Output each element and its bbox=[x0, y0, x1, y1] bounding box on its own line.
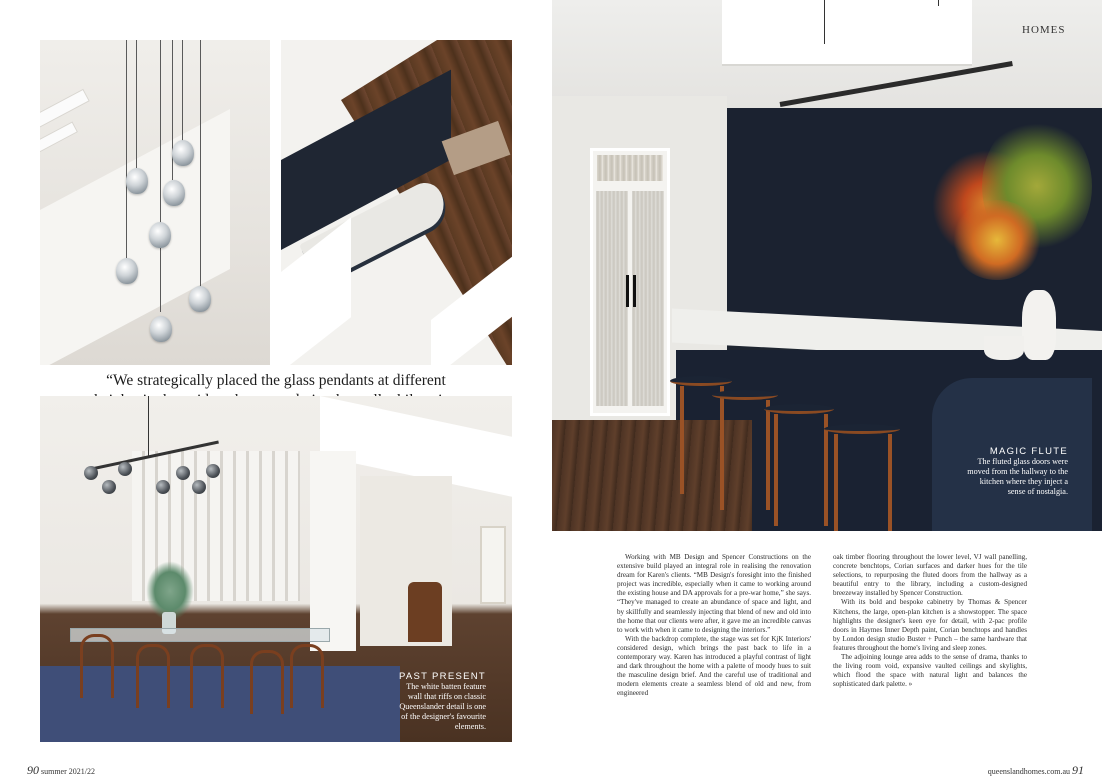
site-url: queenslandhomes.com.au bbox=[987, 767, 1070, 776]
article-column-right bbox=[833, 553, 1027, 689]
article-paragraph: oak timber flooring throughout the lower level, VJ wall panelling, concrete benchtops, Corian surfaces and darker hues for the tile selections, to repurposing the fluted doors from the hallway as a beautiful entry to the library, including a custom-designed breezeway installed by Spencer Construction. bbox=[833, 553, 1027, 598]
caption-magic-flute bbox=[964, 446, 1068, 497]
issue-label: summer 2021/22 bbox=[41, 767, 95, 776]
page-number: 91 bbox=[1072, 763, 1084, 777]
caption-title: PAST PRESENT bbox=[398, 671, 486, 682]
pendant-lights-photo bbox=[40, 40, 270, 365]
caption-body: The white batten feature wall that riffs on classic Queenslander detail is one of the designer's favourite elements. bbox=[399, 682, 486, 731]
page-number: 90 bbox=[27, 763, 39, 777]
caption-title: MAGIC FLUTE bbox=[989, 446, 1068, 457]
article-paragraph: The adjoining lounge area adds to the sense of drama, thanks to the living room void, expansive vaulted ceilings and skylights, which flood the space with natural light and balances the sophisticated dark palette. » bbox=[833, 653, 1027, 689]
article-paragraph: With the backdrop complete, the stage was set for KjK Interiors' considered design, which brings the past back to life in a contemporary way. Karen has introduced a playful contrast of light and dark throughout the home with a palette of moody hues to suit the masculine design brief. And the careful use of traditional and modern elements create a seamless blend of old and new, from engineered bbox=[617, 634, 811, 698]
article-paragraph: With its bold and bespoke cabinetry by Thomas & Spencer Kitchens, the large, open-plan kitchen is a showstopper. The space highlights the designer's keen eye for detail, with 2-pac profile doors in Haymes Inner Depth paint, Corian benchtops and handles by London design studio Buster + Punch – the same hardware that features throughout the home's living and sleep zones. bbox=[833, 598, 1027, 652]
folio-right bbox=[988, 763, 1084, 778]
caption-body: The fluted glass doors were moved from the hallway to the kitchen where they inject a sense of nostalgia. bbox=[967, 457, 1068, 496]
pull-quote: “We strategically placed the glass pendants at different bbox=[84, 366, 468, 414]
caption-past-present bbox=[394, 671, 486, 732]
section-label: HOMES bbox=[1022, 24, 1066, 36]
kitchen-overhead-photo bbox=[281, 40, 512, 365]
fluted-glass-doors bbox=[590, 148, 670, 416]
folio-left bbox=[27, 763, 95, 778]
article-column-left bbox=[617, 553, 811, 699]
article-paragraph: Working with MB Design and Spencer Constructions on the extensive build played an integral role in realising the renovation dream for Karen's clients. “MB Design's foresight into the finished project was incredible, especially when it came to working around the existing house and DA approvals for a pre-war home,” she says. “They've managed to create an abundance of space and light, and by skillfully and seamlessly injecting that blend of new and old into the home that our clients were after, it gave me an incredible canvas to work with when it came to designing the interiors.” bbox=[617, 553, 811, 634]
